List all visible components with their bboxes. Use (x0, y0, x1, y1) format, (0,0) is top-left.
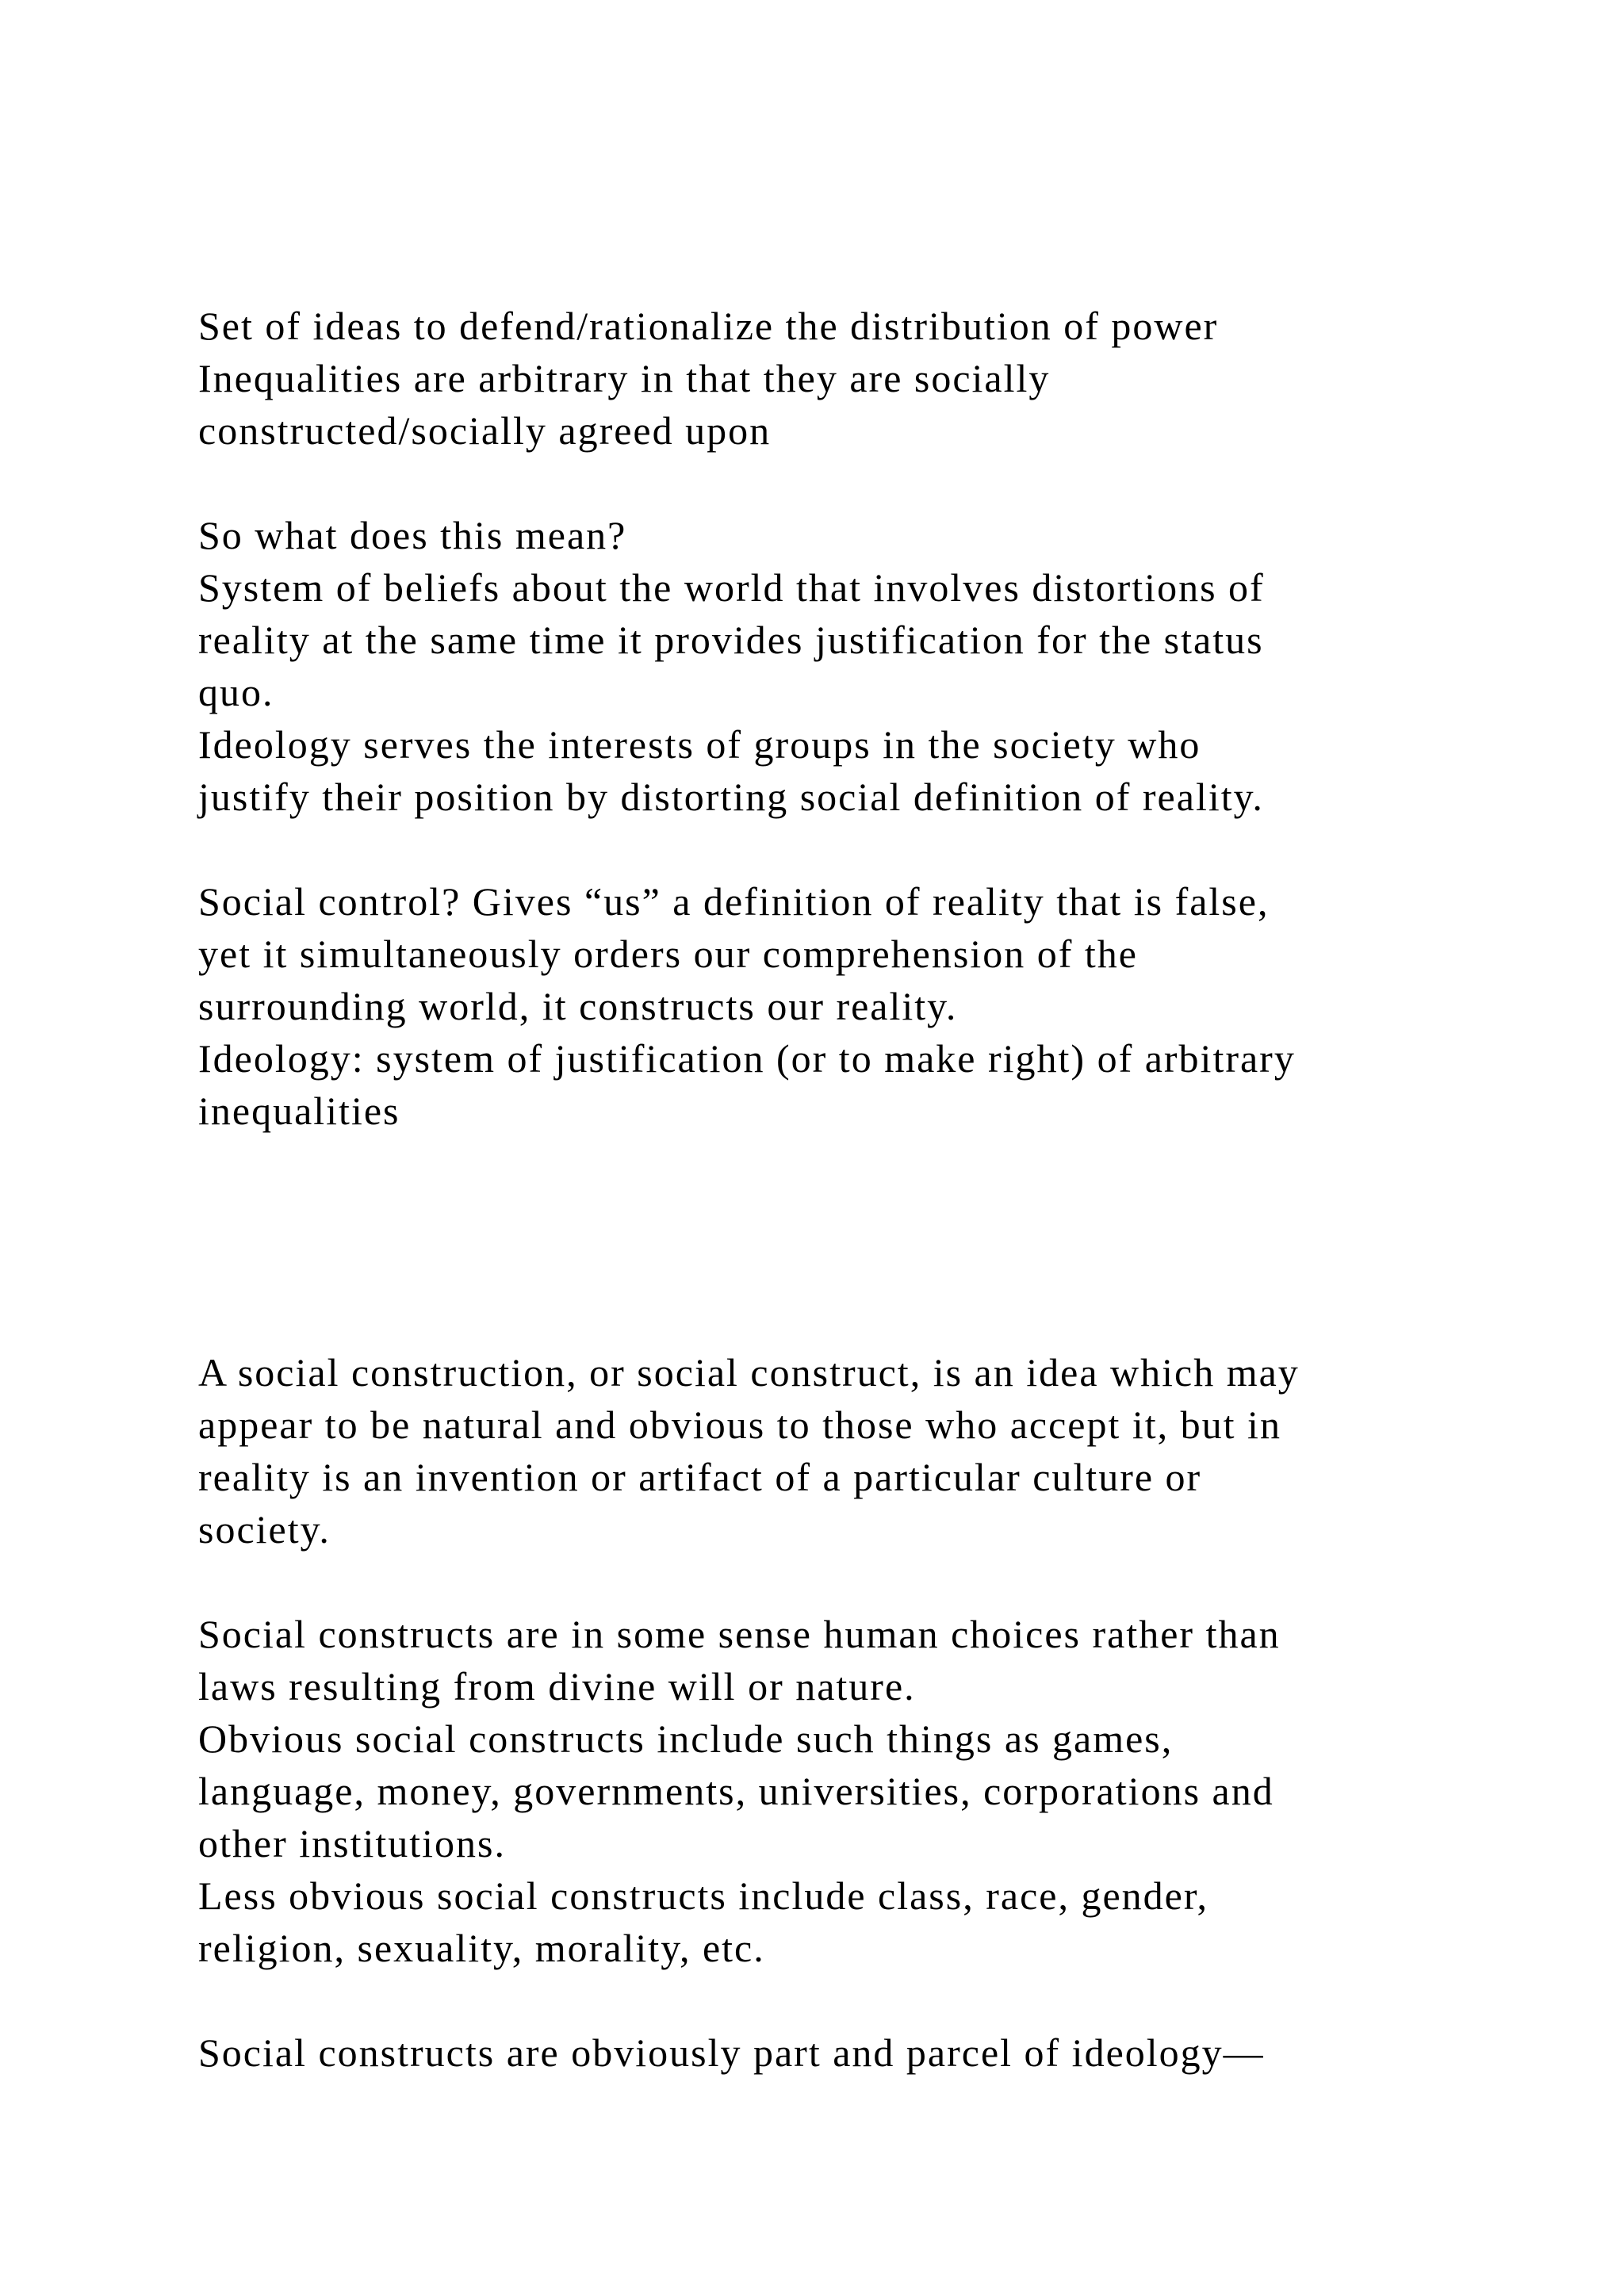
text-line: appear to be natural and obvious to those who accept it, but in (198, 1402, 1281, 1447)
text-line: Obvious social constructs include such things as games, (198, 1716, 1174, 1761)
text-line: So what does this mean? (198, 513, 627, 557)
text-line: quo. (198, 670, 274, 714)
text-line: reality at the same time it provides justification for the status (198, 618, 1264, 662)
text-line: Set of ideas to defend/rationalize the distribution of power (198, 304, 1219, 348)
text-line: Ideology serves the interests of groups in the society who (198, 722, 1201, 767)
text-line: inequalities (198, 1089, 400, 1133)
text-line: Ideology: system of justification (or to make right) of arbitrary (198, 1036, 1296, 1081)
text-line: society. (198, 1507, 331, 1552)
text-line: reality is an invention or artifact of a particular culture or (198, 1455, 1202, 1499)
text-line: laws resulting from divine will or nature. (198, 1664, 916, 1709)
text-line: yet it simultaneously orders our comprehension of the (198, 932, 1138, 976)
text-line: justify their position by distorting social definition of reality. (198, 775, 1264, 819)
text-line: surrounding world, it constructs our reality. (198, 984, 958, 1028)
text-line: Inequalities are arbitrary in that they are socially (198, 356, 1051, 400)
text-line: System of beliefs about the world that involves distortions of (198, 565, 1265, 610)
text-line: Social control? Gives “us” a definition of reality that is false, (198, 879, 1270, 924)
text-line: other institutions. (198, 1821, 506, 1866)
text-line: A social construction, or social construct, is an idea which may (198, 1350, 1300, 1395)
text-line: Social constructs are in some sense human choices rather than (198, 1612, 1281, 1656)
text-line: Social constructs are obviously part and parcel of ideology— (198, 2030, 1265, 2075)
text-line: religion, sexuality, morality, etc. (198, 1926, 765, 1970)
text-line: language, money, governments, universities, corporations and (198, 1769, 1274, 1813)
text-line: Less obvious social constructs include class, race, gender, (198, 1873, 1208, 1918)
text-line: constructed/socially agreed upon (198, 408, 772, 453)
